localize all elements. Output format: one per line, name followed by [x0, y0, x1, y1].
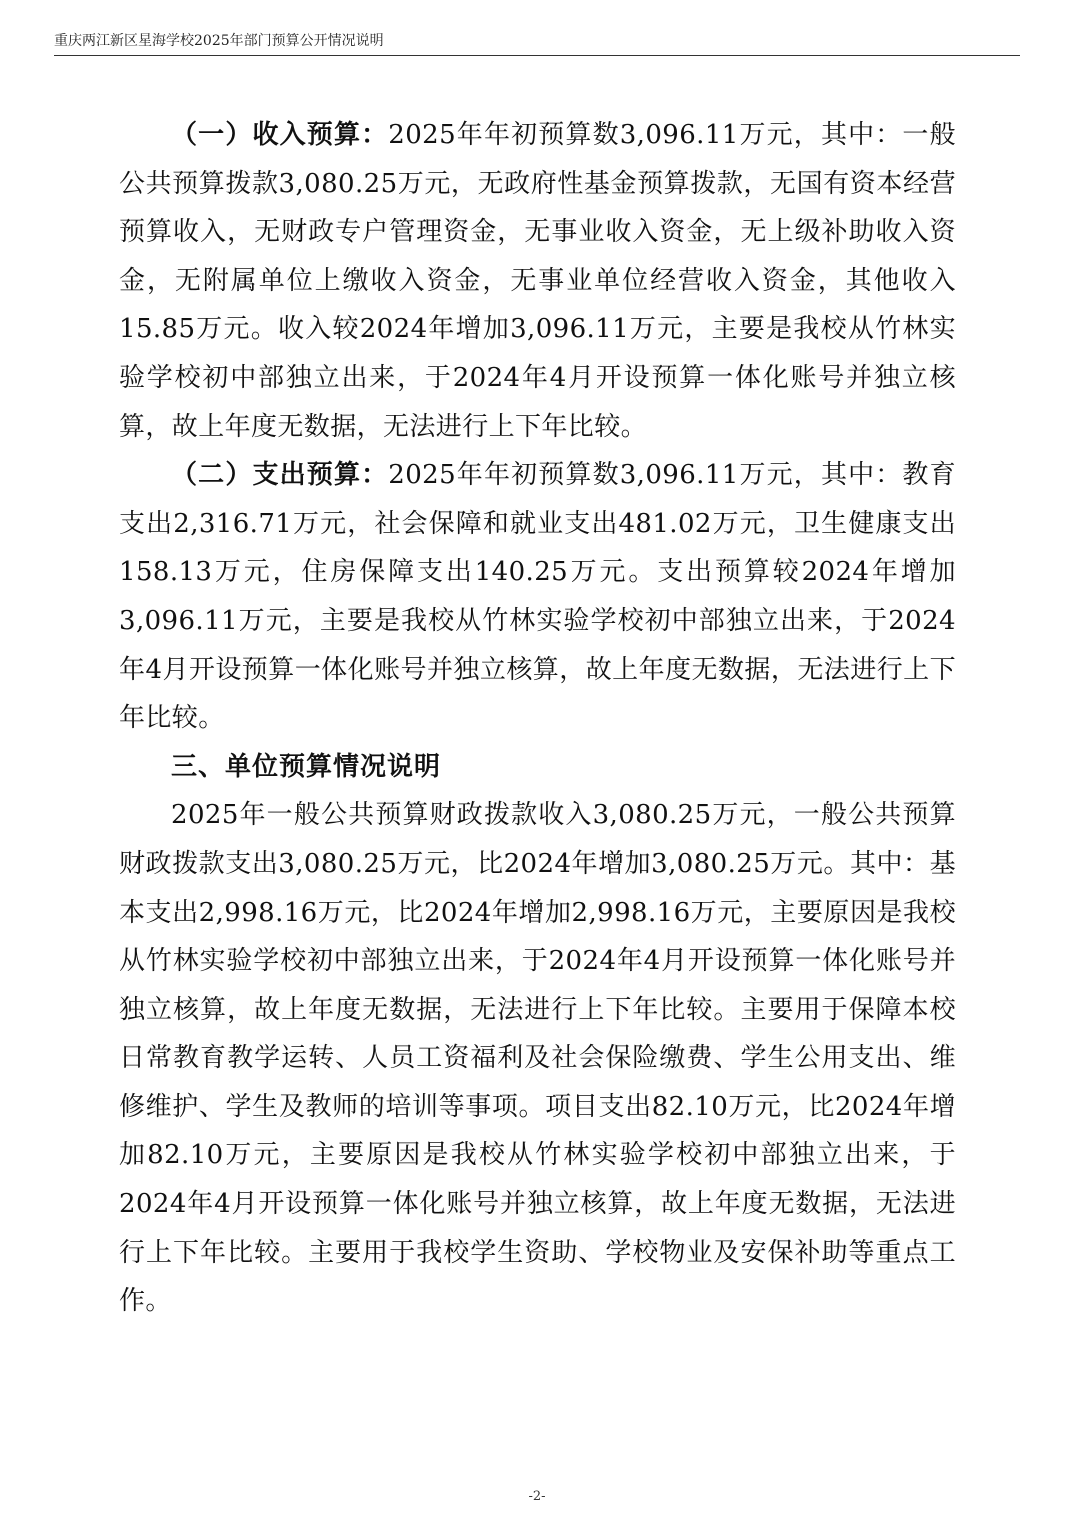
income-budget-paragraph	[119, 111, 956, 451]
expenditure-budget-text: 2025年年初预算数3,096.11万元，其中：教育支出2,316.71万元，社会保障和就业支出481.02万元，卫生健康支出158.13万元，住房保障支出140.25万元。支出预算较2024年增加3,096.11万元，主要是我校从竹林实验学校初中部独立出来，于2024年4月开设预算一体化账号并独立核算，故上年度无数据，无法进行上下年比较。	[119, 460, 956, 734]
income-budget-text: 2025年年初预算数3,096.11万元，其中：一般公共预算拨款3,080.25万元，无政府性基金预算拨款，无国有资本经营预算收入，无财政专户管理资金，无事业收入资金，无上级补助收入资金，无附属单位上缴收入资金，无事业单位经营收入资金，其他收入15.85万元。收入较2024年增加3,096.11万元，主要是我校从竹林实验学校初中部独立出来，于2024年4月开设预算一体化账号并独立核算，故上年度无数据，无法进行上下年比较。	[119, 120, 956, 442]
expenditure-budget-paragraph	[119, 451, 956, 743]
page-header	[54, 30, 1020, 52]
document-body	[119, 111, 956, 1326]
page-number: -2-	[528, 1489, 546, 1504]
header-divider	[54, 55, 1020, 56]
unit-budget-paragraph: 2025年一般公共预算财政拨款收入3,080.25万元，一般公共预算财政拨款支出3,080.25万元，比2024年增加3,080.25万元。其中：基本支出2,998.16万元，比2024年增加2,998.16万元，主要原因是我校从竹林实验学校初中部独立出来，于2024年4月开设预算一体化账号并独立核算，故上年度无数据，无法进行上下年比较。主要用于保障本校日常教育教学运转、人员工资福利及社会保险缴费、学生公用支出、维修维护、学生及教师的培训等事项。项目支出82.10万元，比2024年增加82.10万元，主要原因是我校从竹林实验学校初中部独立出来，于2024年4月开设预算一体化账号并独立核算，故上年度无数据，无法进行上下年比较。主要用于我校学生资助、学校物业及安保补助等重点工作。	[119, 800, 956, 1317]
unit-budget-heading: 三、单位预算情况说明	[171, 751, 442, 782]
expenditure-budget-lead: （二）支出预算：	[171, 460, 389, 491]
income-budget-lead: （一）收入预算：	[171, 120, 389, 150]
document-title: 重庆两江新区星海学校2025年部门预算公开情况说明	[54, 33, 384, 49]
